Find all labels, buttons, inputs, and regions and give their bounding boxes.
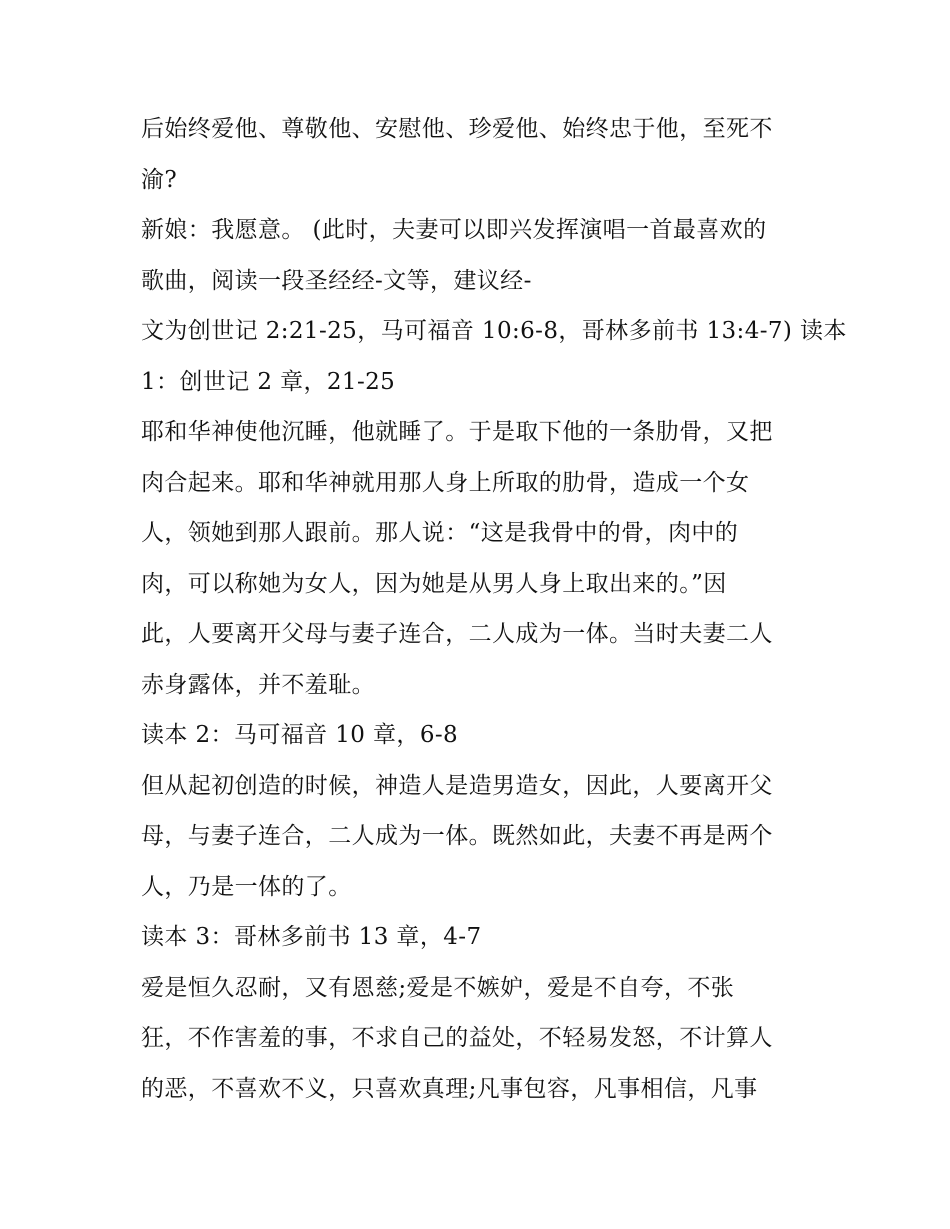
text-line: 人，乃是一体的了。 (141, 874, 352, 900)
text-line: 人，领她到那人跟前。那人说：“这是我骨中的骨，肉中的 (141, 520, 739, 546)
text-line: 新娘：我愿意。 (此时，夫妻可以即兴发挥演唱一首最喜欢的 (141, 217, 767, 243)
text-line: 读本 3：哥林多前书 13 章，4-7 (141, 924, 482, 950)
text-line: 1：创世记 2 章，21-25 (141, 369, 396, 395)
text-line: 但从起初创造的时候，神造人是造男造女，因此，人要离开父 (141, 773, 773, 799)
text-line: 歌曲，阅读一段圣经经-文等，建议经- (141, 268, 532, 294)
text-line: 肉，可以称她为女人，因为她是从男人身上取出来的。”因 (141, 571, 727, 597)
text-line: 母，与妻子连合，二人成为一体。既然如此，夫妻不再是两个 (141, 823, 773, 849)
text-line: 狂，不作害羞的事，不求自己的益处，不轻易发怒，不计算人 (141, 1025, 773, 1051)
text-line: 渝? (141, 167, 178, 193)
text-line: 肉合起来。耶和华神就用那人身上所取的肋骨，造成一个女 (141, 470, 750, 496)
text-line: 耶和华神使他沉睡，他就睡了。于是取下他的一条肋骨，又把 (141, 419, 773, 445)
text-line: 读本 2：马可福音 10 章，6-8 (141, 722, 459, 748)
text-line: 爱是恒久忍耐，又有恩慈;爱是不嫉妒，爱是不自夸，不张 (141, 975, 735, 1001)
text-line: 后始终爱他、尊敬他、安慰他、珍爱他、始终忠于他，至死不 (141, 116, 773, 142)
text-line: 的恶，不喜欢不义，只喜欢真理;凡事包容，凡事相信，凡事 (141, 1076, 758, 1102)
text-line: 赤身露体，并不羞耻。 (141, 672, 375, 698)
text-line: 文为创世记 2:21-25，马可福音 10:6-8，哥林多前书 13:4-7) 读本 (141, 318, 847, 344)
text-line: 此，人要离开父母与妻子连合，二人成为一体。当时夫妻二人 (141, 621, 773, 647)
